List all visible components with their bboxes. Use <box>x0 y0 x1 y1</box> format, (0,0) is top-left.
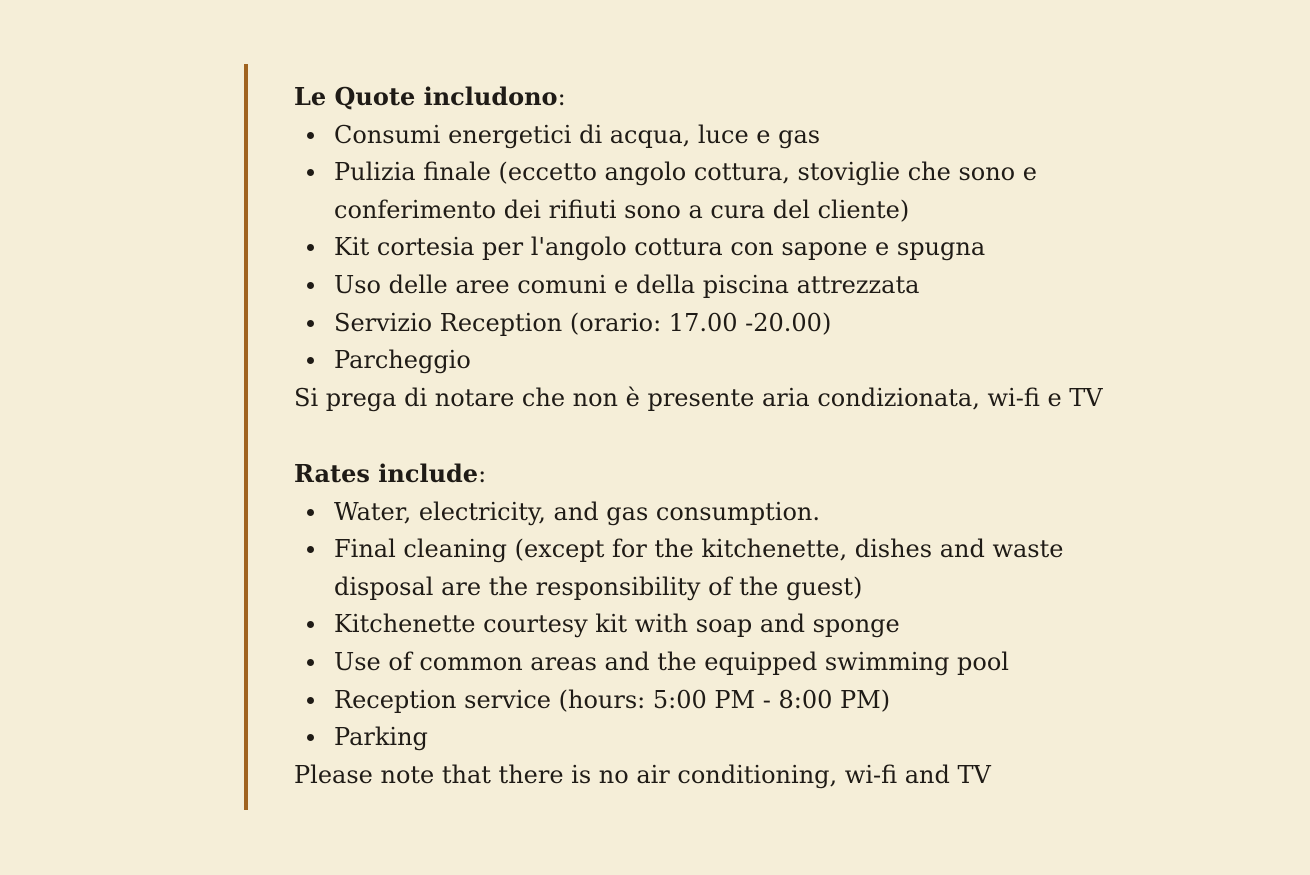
list-item: Kit cortesia per l'angolo cottura con sapone e spugna <box>294 229 1254 267</box>
list-item: Consumi energetici di acqua, luce e gas <box>294 117 1254 155</box>
bullet-icon <box>307 244 314 251</box>
list-item: Final cleaning (except for the kitchenette, dishes and waste disposal are the responsibility of the guest) <box>294 531 1094 606</box>
english-section <box>294 455 1254 794</box>
list-item: Parking <box>294 719 1254 757</box>
italian-list <box>294 117 1254 380</box>
list-item: Uso delle aree comuni e della piscina attrezzata <box>294 267 1254 305</box>
rates-info <box>294 78 1254 794</box>
bullet-icon <box>307 734 314 741</box>
list-item: Servizio Reception (orario: 17.00 -20.00) <box>294 305 1254 343</box>
bullet-icon <box>307 132 314 139</box>
bullet-icon <box>307 282 314 289</box>
bullet-icon <box>307 546 314 553</box>
list-item: Use of common areas and the equipped swimming pool <box>294 644 1254 682</box>
italian-section <box>294 78 1254 417</box>
bullet-icon <box>307 509 314 516</box>
bullet-icon <box>307 659 314 666</box>
list-item: Pulizia finale (eccetto angolo cottura, stoviglie che sono e conferimento dei rifiuti sono a cura del cliente) <box>294 154 1064 229</box>
list-item: Reception service (hours: 5:00 PM - 8:00 PM) <box>294 682 1254 720</box>
italian-section-title: Le Quote includono: <box>294 82 566 111</box>
bullet-icon <box>307 357 314 364</box>
english-note: Please note that there is no air conditioning, wi-fi and TV <box>294 760 991 789</box>
bullet-icon <box>307 169 314 176</box>
italian-note: Si prega di notare che non è presente aria condizionata, wi-fi e TV <box>294 383 1103 412</box>
list-item: Kitchenette courtesy kit with soap and sponge <box>294 606 1254 644</box>
section-spacer <box>294 417 1254 455</box>
bullet-icon <box>307 697 314 704</box>
list-item: Water, electricity, and gas consumption. <box>294 494 1254 532</box>
accent-bar <box>244 64 248 810</box>
bullet-icon <box>307 621 314 628</box>
english-list <box>294 494 1254 757</box>
bullet-icon <box>307 320 314 327</box>
english-section-title: Rates include: <box>294 458 487 488</box>
list-item: Parcheggio <box>294 342 1254 380</box>
